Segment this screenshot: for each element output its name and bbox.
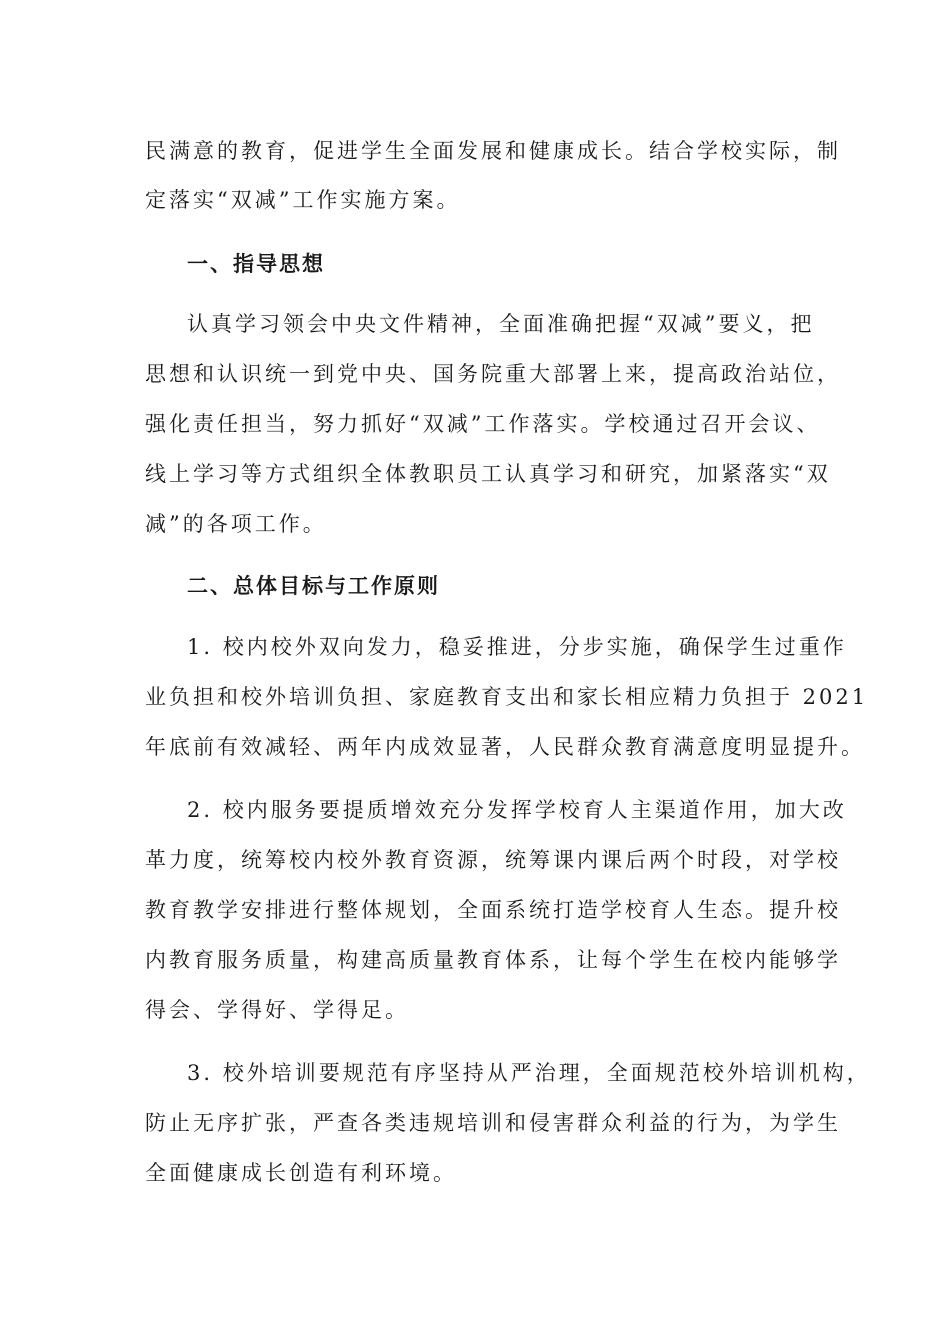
section-2-item-2-line-5: 得会、学得好、学得足。 — [145, 998, 409, 1022]
section-2-item-2-line-1: 2. 校内服务要提质增效充分发挥学校育人主渠道作用，加大改 — [187, 798, 847, 822]
section-2-item-2-line-2: 革力度，统筹校内校外教育资源，统筹课内课后两个时段，对学校 — [145, 848, 841, 872]
section-1-line-5: 减”的各项工作。 — [145, 512, 327, 536]
section-1-line-1: 认真学习领会中央文件精神，全面准确把握“双减”要义，把 — [187, 312, 815, 336]
section-2-item-3-line-3: 全面健康成长创造有利环境。 — [145, 1161, 457, 1185]
section-1-line-3: 强化责任担当，努力抓好“双减”工作落实。学校通过召开会议、 — [145, 412, 821, 436]
section-1-heading: 一、指导思想 — [187, 252, 325, 276]
section-2-item-1-line-1: 1. 校内校外双向发力，稳妥推进，分步实施，确保学生过重作 — [187, 635, 847, 659]
section-2-item-1-line-2: 业负担和校外培训负担、家庭教育支出和家长相应精力负担于 2021 — [145, 685, 869, 709]
section-2-heading: 二、总体目标与工作原则 — [187, 574, 440, 598]
section-2-item-3-line-1: 3. 校外培训要规范有序坚持从严治理，全面规范校外培训机构， — [187, 1061, 871, 1085]
section-2-item-3-line-2: 防止无序扩张，严查各类违规培训和侵害群众利益的行为，为学生 — [145, 1111, 841, 1135]
section-1-line-2: 思想和认识统一到党中央、国务院重大部署上来，提高政治站位， — [145, 362, 841, 386]
section-2-item-2-line-3: 教育教学安排进行整体规划，全面系统打造学校育人生态。提升校 — [145, 898, 841, 922]
intro-line-1: 民满意的教育，促进学生全面发展和健康成长。结合学校实际，制 — [145, 139, 841, 163]
section-2-item-2-line-4: 内教育服务质量，构建高质量教育体系，让每个学生在校内能够学 — [145, 948, 841, 972]
intro-line-2: 定落实“双减”工作实施方案。 — [145, 188, 461, 212]
section-1-line-4: 线上学习等方式组织全体教职员工认真学习和研究，加紧落实“双 — [145, 462, 831, 486]
section-2-item-1-line-3: 年底前有效减轻、两年内成效显著，人民群众教育满意度明显提升。 — [145, 735, 865, 759]
